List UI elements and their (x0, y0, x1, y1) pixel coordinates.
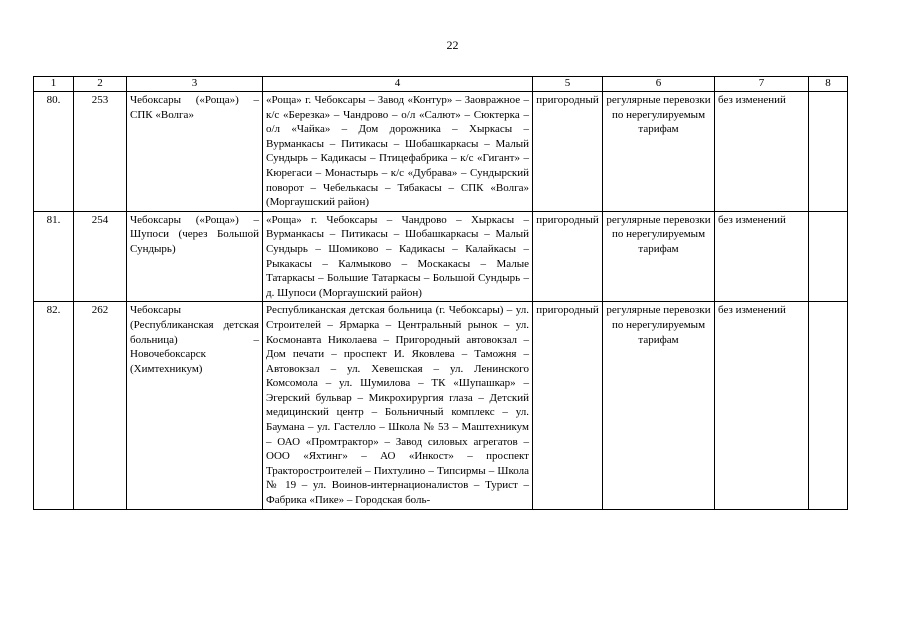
header-row (34, 77, 848, 92)
row-number: 82. (34, 302, 74, 509)
route-type: пригородный (533, 302, 603, 509)
column-header-4: 4 (263, 77, 533, 92)
change-status: без изменений (715, 211, 809, 302)
column-header-7: 7 (715, 77, 809, 92)
routes-table (33, 76, 848, 510)
route-path: «Роща» г. Чебоксары – Завод «Контур» – Заовражное – к/с «Березка» – Чандрово – о/л «Салют» – Сюктерка – о/л «Чайка» – Дом дорожника – Хыркасы – Вурманкасы – Питикасы – Шобашкаркасы – Малый Сундырь – Кадикасы – Птицефабрика – к/с «Гигант» – Кюрегаси – Монастырь – к/с «Дубрава» – Сундырский поворот – Чебелькасы – Тябакасы – СПК «Волга» (Моргаушский район) (263, 92, 533, 212)
route-path: Республиканская детская больница (г. Чебоксары) – ул. Строителей – Ярмарка – Центральный рынок – ул. Космонавта Николаева – Пригородный автовокзал – Дом печати – проспект И. Яковлева – Таможня – Автовокзал – ул. Хевешская – ул. Ленинского Комсомола – ул. Шумилова – ТК «Шупашкар» – Эгерский бульвар – Микрохирургия глаза – Детский медицинский центр – Больничный комплекс – ул. Баумана – ул. Гастелло – Школа № 53 – Маштехникум – ОАО «Промтрактор» – Завод силовых агрегатов – ООО «Яхтинг» – АО «Инкост» – проспект Тракторостроителей – Пихтулино – Типсирмы – Школа № 19 – ул. Воинов-интернационалистов – Турист – Фабрика «Пике» – Городская боль- (263, 302, 533, 509)
transport-kind: регулярные перевозки по нерегулируемым тарифам (603, 211, 715, 302)
column-header-5: 5 (533, 77, 603, 92)
row-number: 80. (34, 92, 74, 212)
route-name: Чебоксары («Роща») – СПК «Волга» (127, 92, 263, 212)
route-name: Чебоксары (Республиканская детская больница) – Новочебоксарск (Химтехникум) (127, 302, 263, 509)
column-8-cell (809, 92, 848, 212)
transport-kind: регулярные перевозки по нерегулируемым тарифам (603, 92, 715, 212)
table-row (34, 302, 848, 509)
table-body (34, 92, 848, 510)
route-number: 253 (74, 92, 127, 212)
column-header-1: 1 (34, 77, 74, 92)
change-status: без изменений (715, 302, 809, 509)
route-name: Чебоксары («Роща») – Шупоси (через Большой Сундырь) (127, 211, 263, 302)
column-header-3: 3 (127, 77, 263, 92)
route-path: «Роща» г. Чебоксары – Чандрово – Хыркасы – Вурманкасы – Питикасы – Шобашкаркасы – Малый Сундырь – Шомиково – Кадикасы – Калайкасы – Рыкакасы – Калмыково – Москакасы – Малые Татаркасы – Большие Татаркасы – Большой Сундырь – д. Шупоси (Моргаушский район) (263, 211, 533, 302)
column-header-8: 8 (809, 77, 848, 92)
change-status: без изменений (715, 92, 809, 212)
table-row (34, 211, 848, 302)
column-8-cell (809, 211, 848, 302)
route-number: 262 (74, 302, 127, 509)
route-type: пригородный (533, 92, 603, 212)
route-type: пригородный (533, 211, 603, 302)
column-header-6: 6 (603, 77, 715, 92)
column-header-2: 2 (74, 77, 127, 92)
table-header (34, 77, 848, 92)
route-number: 254 (74, 211, 127, 302)
page-number: 22 (446, 38, 459, 52)
table-row (34, 92, 848, 212)
transport-kind: регулярные перевозки по нерегулируемым тарифам (603, 302, 715, 509)
column-8-cell (809, 302, 848, 509)
row-number: 81. (34, 211, 74, 302)
